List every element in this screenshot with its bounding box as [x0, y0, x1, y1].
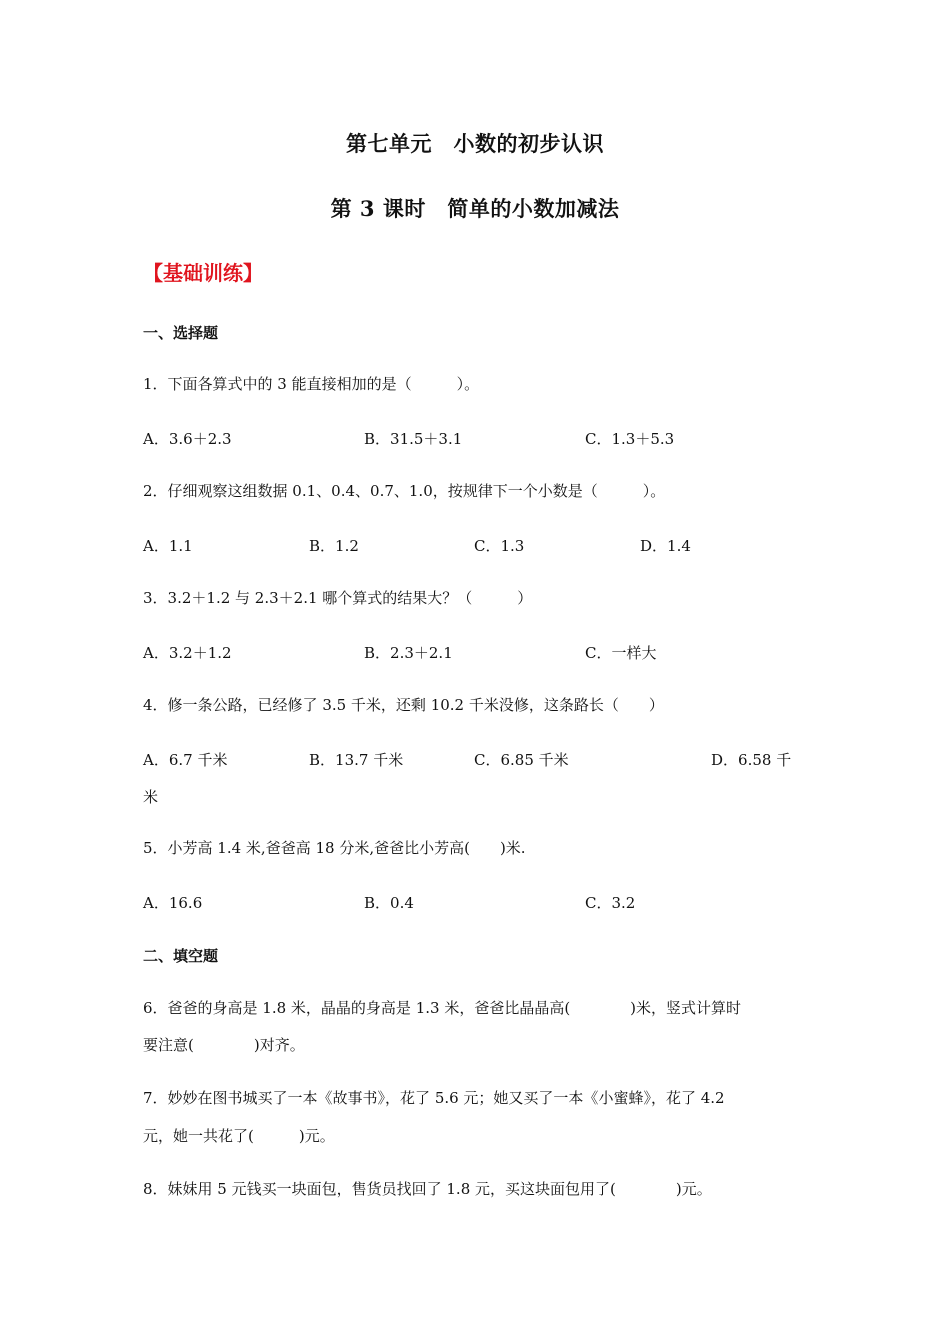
q1-option-a: A．3.6＋2.3 — [143, 430, 232, 448]
q2-option-b: B．1.2 — [309, 537, 359, 555]
q4-option-d-wrap: 米 — [143, 788, 159, 806]
lesson-title: 第 3 课时 简单的小数加减法 — [330, 196, 620, 221]
question-6-line-2: 要注意( )对齐。 — [143, 1036, 305, 1054]
choice-section-heading: 一、选择题 — [143, 324, 219, 342]
question-7-line-2: 元，她一共花了( )元。 — [143, 1127, 335, 1145]
question-5: 5．小芳高 1.4 米,爸爸高 18 分米,爸爸比小芳高( )米. — [143, 839, 526, 857]
q2-option-d: D．1.4 — [640, 537, 691, 555]
q4-option-d: D．6.58 千 — [711, 751, 792, 769]
unit-title: 第七单元 小数的初步认识 — [346, 131, 604, 156]
q3-option-b: B．2.3＋2.1 — [364, 644, 453, 662]
question-6-line-1: 6．爸爸的身高是 1.8 米，晶晶的身高是 1.3 米，爸爸比晶晶高( )米，竖式计算时 — [143, 999, 742, 1017]
q5-option-c: C．3.2 — [585, 894, 636, 912]
q5-option-a: A．16.6 — [143, 894, 203, 912]
q1-option-c: C．1.3＋5.3 — [585, 430, 675, 448]
question-3: 3．3.2＋1.2 与 2.3＋2.1 哪个算式的结果大？（ ） — [143, 589, 533, 607]
question-8: 8．妹妹用 5 元钱买一块面包，售货员找回了 1.8 元，买这块面包用了( )元。 — [143, 1180, 712, 1198]
q2-option-c: C．1.3 — [474, 537, 525, 555]
question-4: 4．修一条公路，已经修了 3.5 千米，还剩 10.2 千米没修，这条路长（ ） — [143, 696, 664, 714]
q4-option-b: B．13.7 千米 — [309, 751, 404, 769]
q4-option-a: A．6.7 千米 — [143, 751, 228, 769]
question-7-line-1: 7．妙妙在图书城买了一本《故事书》，花了 5.6 元；她又买了一本《小蜜蜂》，花了 4.2 — [143, 1089, 725, 1107]
basic-training-tag: 【基础训练】 — [143, 261, 263, 285]
q3-option-a: A．3.2＋1.2 — [143, 644, 232, 662]
question-1: 1．下面各算式中的 3 能直接相加的是（ ）。 — [143, 375, 480, 393]
fill-section-heading: 二、填空题 — [143, 947, 219, 965]
q2-option-a: A．1.1 — [143, 537, 193, 555]
q3-option-c: C．一样大 — [585, 644, 657, 662]
question-2: 2．仔细观察这组数据 0.1、0.4、0.7、1.0，按规律下一个小数是（ ）。 — [143, 482, 666, 500]
q5-option-b: B．0.4 — [364, 894, 414, 912]
q1-option-b: B．31.5＋3.1 — [364, 430, 463, 448]
q4-option-c: C．6.85 千米 — [474, 751, 569, 769]
